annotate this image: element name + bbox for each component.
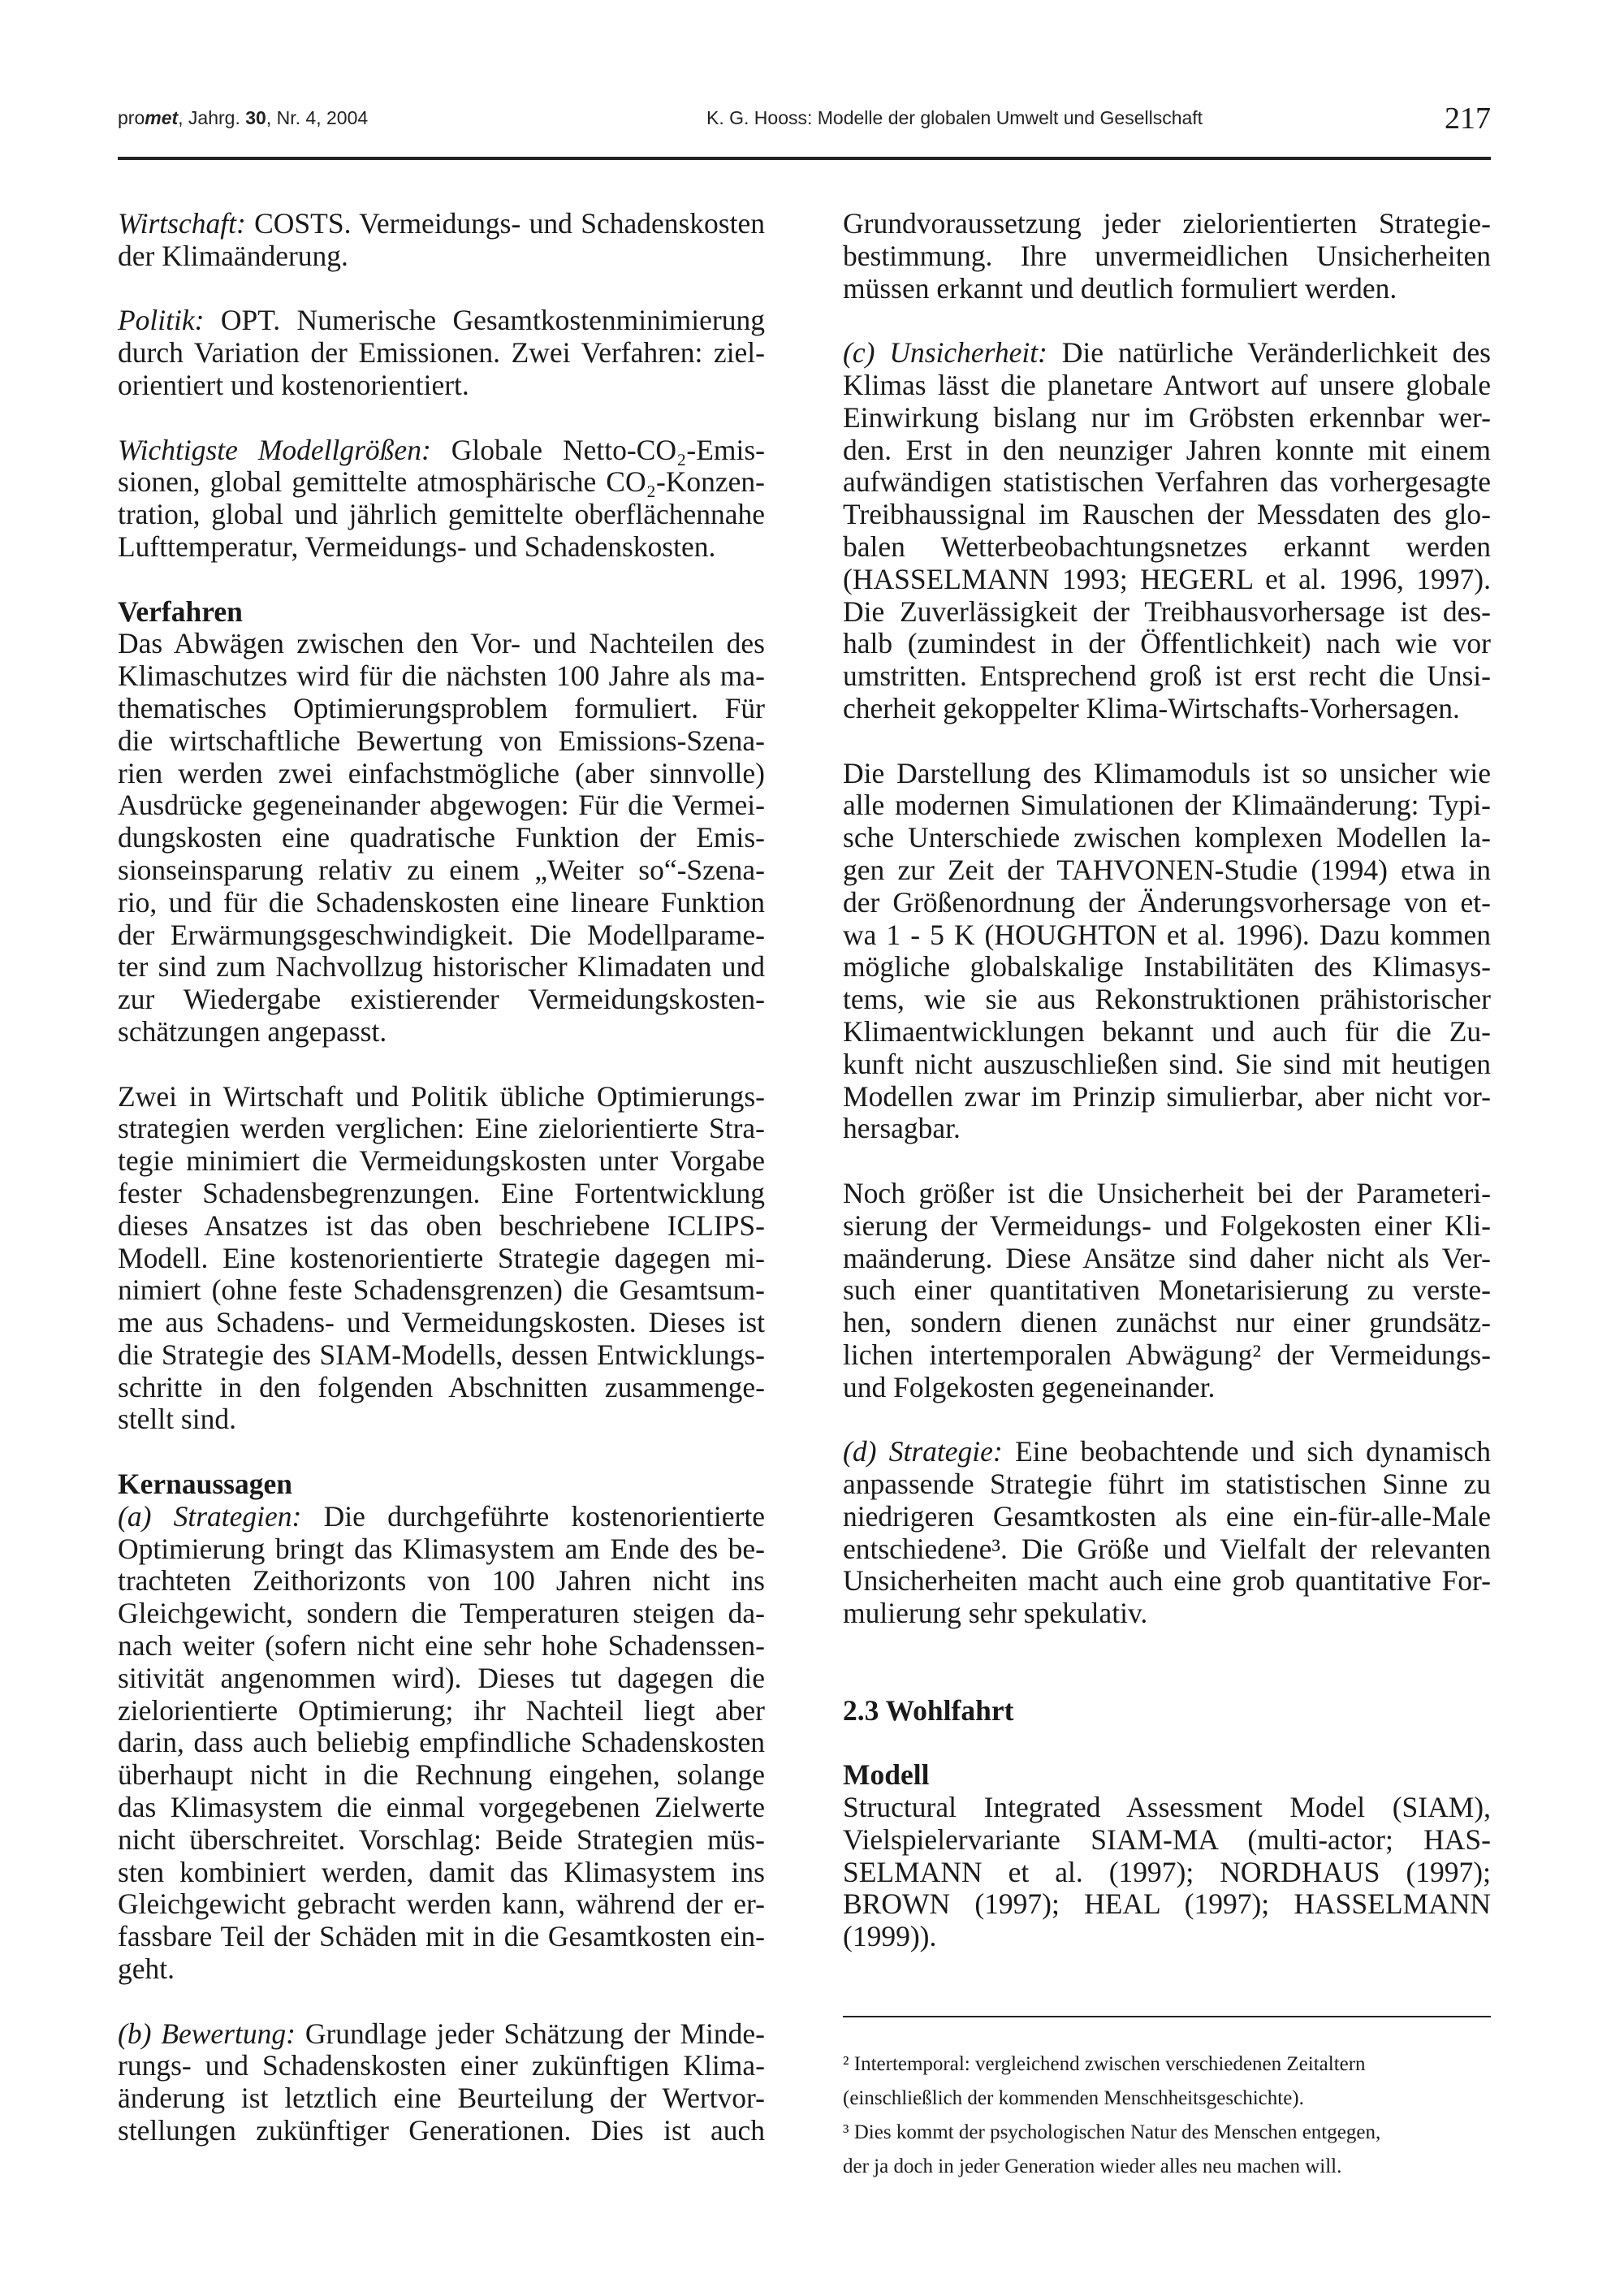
text-line: SELMANN et al. (1997); NORDHAUS (1997); [843,1855,1491,1888]
text-line: (1999)). [843,1920,937,1953]
paragraph [843,1436,1491,1630]
text-line: balen Wetterbeobachtungsnetzes erkannt werden [843,530,1491,563]
text-line: rio, und für die Schadenskosten eine lineare Funktion [118,885,765,919]
text-line: zielorientierte Optimierung; ihr Nachteil liegt aber [118,1693,765,1727]
text-line [843,337,1491,370]
text-line: Modell. Eine kostenorientierte Strategie dagegen mi- [118,1241,765,1274]
section-heading [843,1695,1491,1727]
line-text: COSTS. Vermeidungs- und Schadenskosten [245,207,765,240]
text-line: Lufttemperatur, Vermeidungs- und Schadenskosten. [118,530,716,563]
italic-lead-in: (c) Unsicherheit: [843,336,1047,370]
text-line: schritte in den folgenden Abschnitten zusammenge- [118,1370,765,1403]
text-line: lichen intertemporalen Abwägung² der Vermeidungs- [843,1338,1491,1371]
section-heading [843,1759,1491,1792]
italic-lead-in: (d) Strategie: [843,1435,1003,1468]
text-line: müssen erkannt und deutlich formuliert werden. [843,271,1397,305]
text-line: niedrigeren Gesamtkosten als eine ein-für-alle-Male [843,1499,1491,1533]
line-text: Die durchgeführte kostenorientierte [301,1499,765,1533]
text-line: Einwirkung bislang nur im Gröbsten erkennbar wer- [843,400,1491,434]
paragraph-spacer [843,1663,1491,1695]
text-line: hen, sondern dienen zunächst nur einer grundsätz- [843,1306,1491,1339]
text-line: zur Wiedergabe existierender Vermeidungskosten- [118,983,765,1016]
text-line: me aus Schadens- und Vermeidungskosten. Dieses ist [118,1306,765,1339]
text-line: thematisches Optimierungsproblem formuliert. Für [118,691,765,724]
text-line [118,305,765,337]
paragraph-spacer [843,305,1491,337]
italic-lead-in: Wichtigste Modellgrößen: [118,433,431,466]
footnote-rule [843,2016,1491,2017]
footnotes [843,2047,1491,2184]
page-number: 217 [1445,102,1491,136]
section-heading [118,1468,765,1501]
text-line: Vielspielervariante SIAM-MA (multi-actor; HAS- [843,1823,1491,1856]
text-line: sionen, global gemittelte atmosphärische CO₂-Konzen- [118,465,765,499]
text-line: rien werden zwei einfachstmögliche (aber sinnvolle) [118,756,765,789]
text-line: kunft nicht auszuschließen sind. Sie sind mit heutigen [843,1047,1491,1080]
line-text: Grundlage jeder Schätzung der Minde- [295,2017,765,2050]
text-line: Modellen zwar im Prinzip simulierbar, aber nicht vor- [843,1079,1491,1113]
text-line: aufwändigen statistischen Verfahren das vorhergesagte [843,465,1491,499]
paragraph [843,208,1491,305]
line-text: Globale Netto-CO₂-Emis- [430,433,765,466]
text-line: entschiedene³. Die Größe und Vielfalt der relevanten [843,1532,1491,1565]
text-line: trachteten Zeithorizonts von 100 Jahren nicht ins [118,1564,765,1598]
text-line: Unsicherheiten macht auch eine grob quantitative For- [843,1564,1491,1598]
text-line: ter sind zum Nachvollzug historischer Klimadaten und [118,950,765,984]
paragraph [843,758,1491,1146]
text-line: Klimaentwicklungen bekannt und auch für die Zu- [843,1014,1491,1048]
paragraph [118,208,765,273]
text-line [118,2018,765,2051]
text-line: Die Zuverlässigkeit der Treibhausvorhersage ist des- [843,595,1491,628]
footnote-line: ² Intertemporal: vergleichend zwischen verschiedenen Zeitaltern [843,2053,1366,2075]
text-line: halb (zumindest in der Öffentlichkeit) nach wie vor [843,627,1491,660]
text-line: Ausdrücke gegeneinander abgewogen: Für die Vermei- [118,789,765,822]
journal-year-label: , Jahrg. [178,107,246,128]
text-line: mögliche globalskalige Instabilitäten des Klimasys- [843,950,1491,984]
text-line: tems, wie sie aus Rekonstruktionen prähistorischer [843,983,1491,1016]
text-line: dungskosten eine quadratische Funktion der Emis- [118,821,765,854]
text-line: tegie minimiert die Vermeidungskosten unter Vorgabe [118,1144,765,1178]
text-line: Grundvoraussetzung jeder zielorientierten Strategie- [843,207,1491,240]
text-line: wa 1 - 5 K (HOUGHTON et al. 1996). Dazu kommen [843,918,1491,951]
footnote-line: ³ Dies kommt der psychologischen Natur des Menschen entgegen, [843,2121,1381,2143]
text-line: der Erwärmungsgeschwindigkeit. Die Modellparame- [118,918,765,951]
text-line: such einer quantitativen Monetarisierung zu verste- [843,1273,1491,1307]
text-line: die wirtschaftliche Bewertung von Emissions-Szena- [118,724,765,757]
text-line: nimiert (ohne feste Schadensgrenzen) die Gesamtsum- [118,1273,765,1307]
running-title: K. G. Hooss: Modelle der globalen Umwelt und Gesellschaft [706,107,1203,128]
text-line: Structural Integrated Assessment Model (SIAM), [843,1791,1491,1824]
paragraph [843,1178,1491,1404]
text-line [843,1436,1491,1468]
italic-lead-in: Politik: [118,304,205,337]
text-line: durch Variation der Emissionen. Zwei Verfahren: ziel- [118,336,765,370]
text-line: nicht überschreitet. Vorschlag: Beide Strategien müs- [118,1823,765,1856]
paragraph [843,1792,1491,1953]
heading-text: Modell [843,1758,930,1792]
text-line: sitivität angenommen wird). Dieses tut dagegen die [118,1661,765,1694]
paragraph-spacer [118,564,765,596]
text-line: BROWN (1997); HEAL (1997); HASSELMANN [843,1887,1491,1921]
text-line: dieses Ansatzes ist das oben beschriebene ICLIPS- [118,1209,765,1242]
text-line: hersagbar. [843,1112,961,1145]
paragraph-spacer [843,1727,1491,1759]
paragraph-spacer [843,725,1491,758]
text-line [118,435,765,467]
text-line: rungs- und Schadenskosten einer zukünftigen Klima- [118,2049,765,2082]
text-line: Die Darstellung des Klimamoduls ist so unsicher wie [843,756,1491,789]
paragraph-spacer [118,273,765,305]
text-line: fester Schadensbegrenzungen. Eine Fortentwicklung [118,1176,765,1209]
paragraph [118,1501,765,1986]
text-line: bestimmung. Ihre unvermeidlichen Unsicherheiten [843,239,1491,272]
paragraph [118,435,765,564]
paragraph-spacer [118,1049,765,1081]
text-line: die Strategie des SIAM-Modells, dessen Entwicklungs- [118,1338,765,1371]
text-line: Gleichgewicht, sondern die Temperaturen steigen da- [118,1597,765,1630]
right-column [843,208,1491,1953]
text-line: sten kombiniert werden, damit das Klimasystem ins [118,1855,765,1888]
text-line: schätzungen angepasst. [118,1014,387,1048]
line-text: Die natürliche Veränderlichkeit des [1047,336,1491,370]
italic-lead-in: (b) Bewertung: [118,2017,296,2050]
section-heading [118,596,765,629]
text-line: Optimierung bringt das Klimasystem am Ende des be- [118,1532,765,1565]
text-line: nach weiter (sofern nicht eine sehr hohe Schadenssen- [118,1629,765,1663]
text-line: Das Abwägen zwischen den Vor- und Nachteilen des [118,627,765,660]
text-line: geht. [118,1952,175,1986]
journal-name-bold: met [145,107,179,128]
journal-issue-year: , Nr. 4, 2004 [266,107,369,128]
italic-lead-in: (a) Strategien: [118,1499,302,1533]
text-line: stellt sind. [118,1403,236,1436]
journal-citation [118,107,368,129]
paragraph-spacer [843,1403,1491,1436]
paragraph-spacer [843,1145,1491,1178]
header-rule [118,157,1491,160]
text-line: Treibhaussignal im Rauschen der Messdaten des glo- [843,498,1491,531]
paragraph [118,628,765,1048]
text-line: maänderung. Diese Ansätze sind daher nicht als Ver- [843,1241,1491,1274]
left-column [118,208,765,2147]
text-line: stellungen zukünftiger Generationen. Dies ist auch [118,2114,765,2147]
text-line: fassbare Teil der Schäden mit in die Gesamtkosten ein- [118,1920,765,1953]
text-line: änderung ist letztlich eine Beurteilung der Wertvor- [118,2082,765,2115]
text-line: alle modernen Simulationen der Klimaänderung: Typi- [843,789,1491,822]
paragraph [118,305,765,401]
journal-volume: 30 [245,107,266,128]
text-line: Gleichgewicht gebracht werden kann, während der er- [118,1887,765,1921]
paragraph [843,337,1491,725]
paragraph-spacer [118,402,765,435]
journal-name-prefix: pro [118,107,145,128]
footnote-line: (einschließlich der kommenden Menschheitsgeschichte). [843,2087,1304,2109]
heading-text: 2.3 Wohlfahrt [843,1693,1014,1727]
text-line: anpassende Strategie führt im statistischen Sinne zu [843,1468,1491,1501]
heading-text: Kernaussagen [118,1468,292,1501]
text-line: sionseinsparung relativ zu einem „Weiter so“-Szena- [118,853,765,886]
text-line: und Folgekosten gegeneinander. [843,1370,1216,1403]
text-line: cherheit gekoppelter Klima-Wirtschafts-Vorhersagen. [843,691,1460,724]
paragraph-spacer [118,1436,765,1468]
footnote-line: der ja doch in jeder Generation wieder alles neu machen will. [843,2155,1342,2177]
text-line: Noch größer ist die Unsicherheit bei der Parameteri- [843,1176,1491,1209]
text-line: sche Unterschiede zwischen komplexen Modellen la- [843,821,1491,854]
text-line: der Größenordnung der Änderungsvorhersage von et- [843,885,1491,919]
text-line: umstritten. Entsprechend groß ist erst recht die Unsi- [843,659,1491,693]
paragraph-spacer [118,1986,765,2018]
text-line: (HASSELMANN 1993; HEGERL et al. 1996, 1997). [843,562,1491,595]
text-line: Klimas lässt die planetare Antwort auf unsere globale [843,368,1491,401]
text-line: das Klimasystem die einmal vorgegebenen Zielwerte [118,1791,765,1824]
line-text: OPT. Numerische Gesamtkostenminimierung [204,304,765,337]
text-line: den. Erst in den neunziger Jahren konnte mit einem [843,433,1491,466]
text-line: der Klimaänderung. [118,239,348,272]
text-line: überhaupt nicht in die Rechnung eingehen, solange [118,1758,765,1792]
text-line [118,1501,765,1533]
paragraph-spacer [843,1630,1491,1663]
text-line: darin, dass auch beliebig empfindliche Schadenskosten [118,1726,765,1759]
heading-text: Verfahren [118,595,243,628]
text-line: Klimaschutzes wird für die nächsten 100 Jahre als ma- [118,659,765,693]
paragraph [118,1081,765,1437]
line-text: Eine beobachtende und sich dynamisch [1002,1435,1491,1468]
text-line: gen zur Zeit der TAHVONEN-Studie (1994) etwa in [843,853,1491,886]
italic-lead-in: Wirtschaft: [118,207,246,240]
text-line: sierung der Vermeidungs- und Folgekosten einer Kli- [843,1209,1491,1242]
text-line: mulierung sehr spekulativ. [843,1597,1148,1630]
text-line: tration, global und jährlich gemittelte oberflächennahe [118,498,765,531]
text-line [118,208,765,240]
text-line: Zwei in Wirtschaft und Politik übliche Optimierungs- [118,1079,765,1113]
text-line: orientiert und kostenorientiert. [118,368,469,401]
paragraph [118,2018,765,2147]
text-line: strategien werden verglichen: Eine zielorientierte Stra- [118,1112,765,1145]
